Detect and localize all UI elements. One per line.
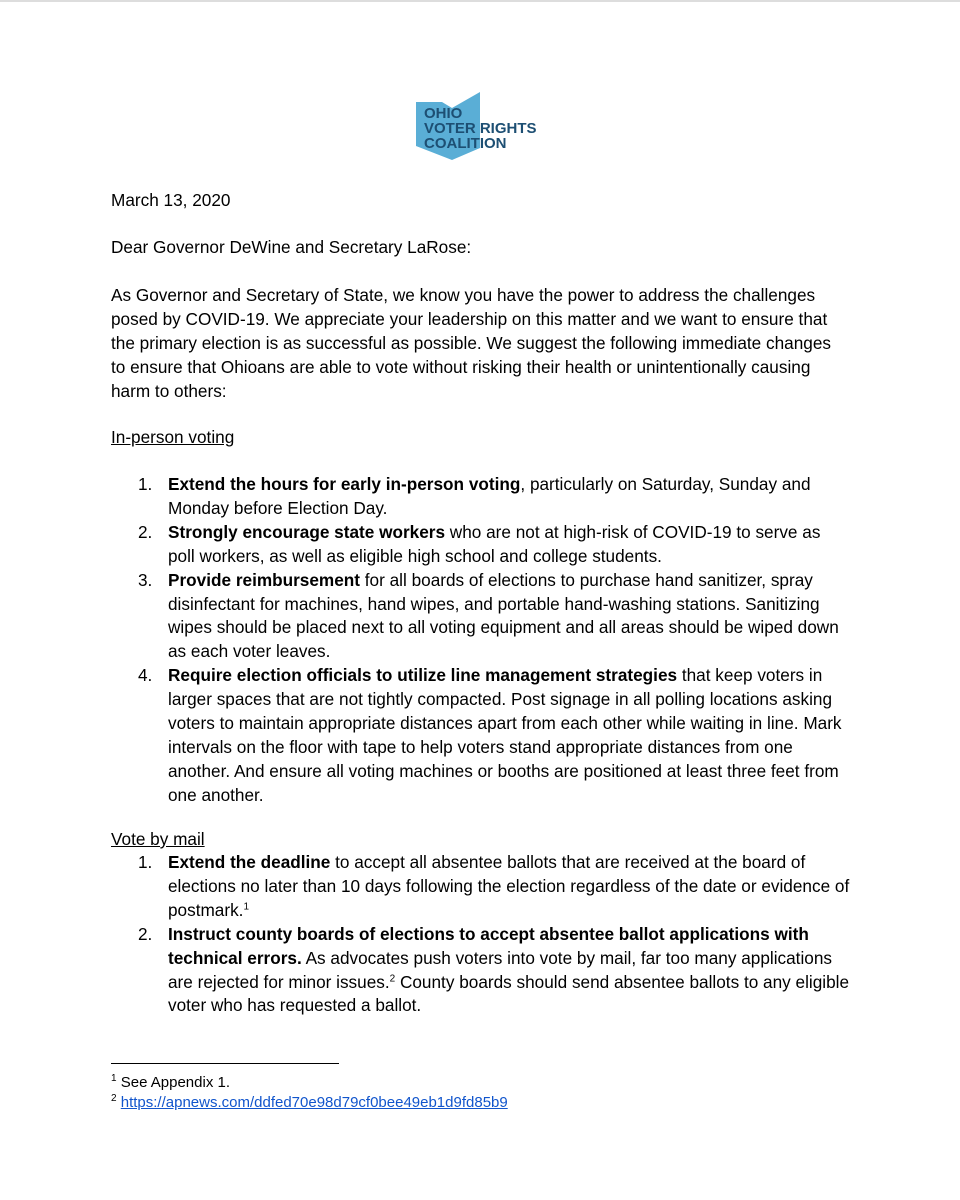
intro-paragraph: As Governor and Secretary of State, we know you have the power to address the challenges posed by COVID-19. We appreciate your leadership on this matter and we want to ensure that the primary election is as successful as possible. We suggest the following immediate changes to ensure that Ohioans are able to vote without risking their health or unintentionally causing harm to others:: [111, 285, 832, 401]
item-text: , particularly on Saturday, Sunday and Monday before Election Day.: [168, 474, 811, 518]
footnote-mark: 1: [111, 1073, 117, 1084]
item-bold: Provide reimbursement: [168, 569, 360, 590]
page-top-border: [0, 0, 960, 2]
item-bold: Instruct county boards of elections to accept absentee ballot applications with technical errors.: [168, 923, 809, 968]
letter-date: March 13, 2020: [111, 190, 231, 210]
item-bold: Require election officials to utilize line management strategies: [168, 665, 678, 686]
item-bold: Extend the deadline: [168, 852, 331, 872]
list-number: 2.: [138, 923, 153, 944]
list-item: [111, 664, 851, 807]
list-number: 4.: [138, 665, 153, 686]
svg-text:VOTER RIGHTS: VOTER RIGHTS: [424, 120, 537, 137]
list-item: [111, 923, 851, 1019]
list-item: [111, 473, 851, 521]
ohio-voter-rights-coalition-logo: [414, 90, 549, 162]
list-number: 3.: [138, 569, 153, 590]
svg-text:COALITION: COALITION: [424, 135, 507, 152]
list-item: [111, 851, 851, 923]
footnote-link[interactable]: https://apnews.com/ddfed70e98d79cf0bee49eb1d9fd85b9: [120, 1094, 508, 1111]
list-number: 1.: [138, 474, 153, 494]
list-item: [111, 569, 851, 665]
footnote-separator: [111, 1063, 339, 1064]
footnote-ref[interactable]: 1: [243, 901, 250, 913]
salutation: Dear Governor DeWine and Secretary LaRose:: [111, 237, 472, 257]
svg-text:OHIO: OHIO: [424, 105, 463, 122]
item-text: to accept all absentee ballots that are received at the board of elections no later than 10 days following the election regardless of the date or evidence of postmark.: [168, 852, 850, 920]
vote-by-mail-list: [111, 851, 851, 1018]
item-bold: Strongly encourage state workers: [168, 521, 445, 542]
in-person-list: [111, 473, 851, 808]
footnote-ref[interactable]: 2: [389, 972, 396, 984]
list-number: 2.: [138, 521, 153, 542]
list-number: 1.: [138, 852, 153, 872]
footnote-2: [111, 1093, 508, 1113]
item-text: who are not at high-risk of COVID-19 to serve as poll workers, as well as eligible high school and college students.: [168, 521, 821, 566]
item-text: for all boards of elections to purchase hand sanitizer, spray disinfectant for machines, hand wipes, and portable hand-washing stations. Sanitizing wipes should be placed next to all voting equipment and all areas should be wiped down as each voter leaves.: [168, 569, 839, 662]
section-heading-vote-by-mail: Vote by mail: [111, 829, 205, 849]
section-heading-in-person: In-person voting: [111, 427, 235, 447]
footnote-1: [111, 1073, 230, 1093]
item-text: As advocates push voters into vote by mail, far too many applications are rejected for minor issues.: [168, 947, 832, 992]
footnote-text: See Appendix 1.: [120, 1074, 230, 1091]
item-text: that keep voters in larger spaces that are not tightly compacted. Post signage in all polling locations asking voters to maintain appropriate distances apart from each other while waiting in line. Mark intervals on the floor with tape to help voters stand appropriate distances from one another. And ensure all voting machines or booths are positioned at least three feet from one another.: [168, 665, 842, 805]
item-bold: Extend the hours for early in-person voting: [168, 474, 521, 494]
list-item: [111, 521, 851, 569]
item-text: County boards should send absentee ballots to any eligible voter who has requested a ballot.: [168, 971, 850, 1016]
footnote-mark: 2: [111, 1093, 117, 1104]
